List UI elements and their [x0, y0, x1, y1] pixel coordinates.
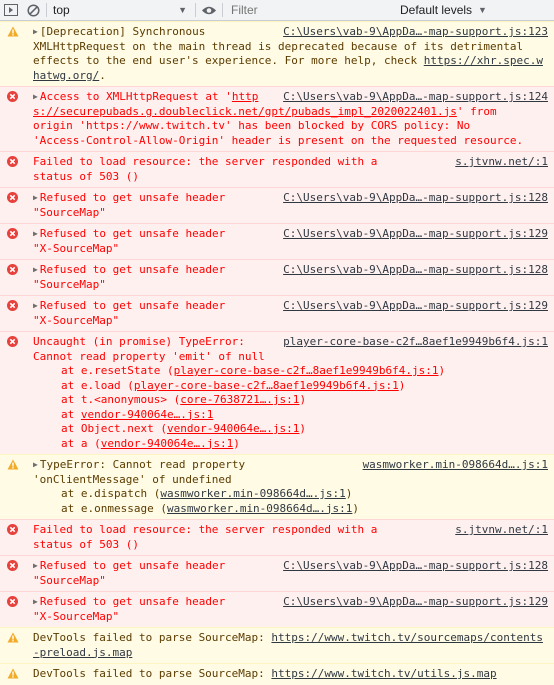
error-message — [0, 519, 554, 555]
message-text: [Deprecation] Synchronous XMLHttpRequest on the main thread is deprecated because of its detrimental effects to the end user's experience. For more help, check — [33, 25, 524, 67]
stack-frame-tail: ) — [299, 393, 307, 406]
stack-frame — [33, 379, 548, 394]
stack-frame-link[interactable]: player-core-base-c2f…8aef1e9949b6f4.js:1 — [133, 378, 399, 392]
source-link[interactable]: C:\Users\vab-9\AppDa…-map-support.js:129 — [283, 595, 548, 608]
chevron-down-icon: ▼ — [478, 5, 487, 15]
stack-frame-link[interactable]: vendor-940064e….js:1 — [100, 436, 234, 450]
message-text: DevTools failed to parse SourceMap: — [33, 631, 272, 644]
error-icon — [7, 228, 18, 239]
message-text: Refused to get unsafe header "X-SourceMap" — [33, 595, 226, 623]
source-link[interactable]: wasmworker.min-098664d….js:1 — [362, 458, 548, 471]
warning-message — [0, 663, 554, 685]
console-messages — [0, 21, 554, 685]
message-text: Refused to get unsafe header "SourceMap" — [33, 559, 226, 587]
sidebar-toggle-icon — [4, 4, 18, 16]
stack-frame — [33, 487, 548, 502]
expand-triangle-icon[interactable]: ▶ — [33, 561, 38, 570]
stack-frame-text: at e.load ( — [61, 378, 134, 392]
expand-triangle-icon[interactable]: ▶ — [33, 460, 38, 469]
stack-frame-link[interactable]: vendor-940064e….js:1 — [80, 407, 214, 421]
error-message — [0, 259, 554, 295]
warning-message — [0, 627, 554, 663]
warning-icon — [7, 459, 18, 470]
eye-icon — [201, 5, 217, 16]
stack-frame — [33, 502, 548, 517]
source-link[interactable]: C:\Users\vab-9\AppDa…-map-support.js:129 — [283, 227, 548, 240]
stack-frame-text: at — [61, 407, 81, 421]
error-icon — [7, 91, 18, 102]
message-text: Failed to load resource: the server responded with a status of 503 () — [33, 523, 378, 551]
message-text: Refused to get unsafe header "SourceMap" — [33, 263, 226, 291]
error-message — [0, 331, 554, 454]
error-message — [0, 151, 554, 187]
error-message — [0, 555, 554, 591]
message-text: Refused to get unsafe header "X-SourceMap" — [33, 227, 226, 255]
error-icon — [7, 300, 18, 311]
sidebar-toggle-button[interactable] — [0, 0, 22, 20]
context-label: top — [53, 3, 70, 17]
expand-triangle-icon[interactable]: ▶ — [33, 27, 38, 36]
stack-frame-text: at a ( — [61, 436, 101, 450]
message-text: Failed to load resource: the server responded with a status of 503 () — [33, 155, 378, 183]
message-text: Refused to get unsafe header "X-SourceMap" — [33, 299, 226, 327]
warning-icon — [7, 668, 18, 679]
message-text: TypeError: Cannot read property 'onClientMessage' of undefined — [33, 458, 246, 486]
message-text: Refused to get unsafe header "SourceMap" — [33, 191, 226, 219]
source-link[interactable]: C:\Users\vab-9\AppDa…-map-support.js:124 — [283, 90, 548, 103]
warning-icon — [7, 26, 18, 37]
error-icon — [7, 264, 18, 275]
source-link[interactable]: C:\Users\vab-9\AppDa…-map-support.js:129 — [283, 299, 548, 312]
error-icon — [7, 560, 18, 571]
error-icon — [7, 156, 18, 167]
log-levels-label: Default levels — [400, 3, 473, 17]
source-link[interactable]: C:\Users\vab-9\AppDa…-map-support.js:128 — [283, 263, 548, 276]
expand-triangle-icon[interactable]: ▶ — [33, 301, 38, 310]
message-link[interactable]: https://xhr.spec.whatwg.org/ — [33, 54, 543, 82]
stack-frame-text: at Object.next ( — [61, 422, 167, 435]
source-link[interactable]: player-core-base-c2f…8aef1e9949b6f4.js:1 — [283, 335, 548, 348]
warning-message — [0, 454, 554, 519]
error-message — [0, 187, 554, 223]
message-text: Access to XMLHttpRequest at ' — [39, 90, 232, 103]
stack-frame-link[interactable]: vendor-940064e….js:1 — [166, 422, 300, 435]
error-message — [0, 591, 554, 627]
error-icon — [7, 596, 18, 607]
stack-frame-link[interactable]: player-core-base-c2f…8aef1e9949b6f4.js:1 — [173, 364, 439, 377]
warning-message — [0, 21, 554, 86]
error-icon — [7, 524, 18, 535]
error-message — [0, 223, 554, 259]
error-message — [0, 295, 554, 331]
stack-frame-tail: ) — [233, 436, 240, 450]
message-link[interactable]: https://www.twitch.tv/utils.js.map — [271, 667, 497, 680]
message-text: DevTools failed to parse SourceMap: — [33, 667, 272, 680]
stack-frame — [33, 364, 548, 379]
stack-frame-text: at e.onmessage ( — [61, 501, 167, 515]
source-link[interactable]: C:\Users\vab-9\AppDa…-map-support.js:128 — [283, 191, 548, 204]
stack-frame-tail: ) — [438, 364, 446, 377]
toolbar-divider — [222, 3, 223, 17]
expand-triangle-icon[interactable]: ▶ — [33, 265, 38, 274]
warning-icon — [7, 632, 18, 643]
message-text-tail: Cannot read property 'emit' of null — [33, 349, 265, 363]
stack-frame-tail: ) — [398, 378, 406, 392]
stack-frame — [33, 437, 548, 452]
stack-frame-tail: ) — [299, 422, 307, 435]
clear-console-button[interactable] — [22, 0, 44, 20]
log-levels-dropdown[interactable] — [400, 0, 487, 20]
filter-input[interactable] — [225, 0, 359, 20]
error-icon — [7, 336, 18, 347]
message-text-tail: . — [99, 68, 106, 82]
toolbar-divider — [195, 3, 196, 17]
stack-frame-link[interactable]: wasmworker.min-098664d….js:1 — [166, 501, 353, 515]
stack-frame — [33, 422, 548, 437]
error-icon — [7, 192, 18, 203]
stack-frame-text: at t.<anonymous> ( — [61, 393, 181, 406]
source-link[interactable]: s.jtvnw.net/:1 — [455, 155, 548, 168]
error-message — [0, 86, 554, 151]
toolbar-divider — [46, 3, 47, 17]
stack-frame-tail: ) — [352, 501, 360, 515]
message-link[interactable]: https://securepubads.g.doubleclick.net/gpt/pubads_impl_2020022401.js — [33, 90, 457, 118]
stack-frame-tail: ) — [345, 487, 353, 500]
expand-triangle-icon[interactable]: ▶ — [33, 92, 38, 101]
stack-frame — [33, 408, 548, 423]
chevron-down-icon: ▼ — [178, 5, 187, 15]
source-link[interactable]: s.jtvnw.net/:1 — [455, 523, 548, 536]
console-toolbar — [0, 0, 554, 21]
stack-frame-link[interactable]: wasmworker.min-098664d….js:1 — [160, 487, 346, 500]
message-text: Uncaught (in promise) TypeError: — [33, 335, 252, 348]
source-link[interactable]: C:\Users\vab-9\AppDa…-map-support.js:128 — [283, 559, 548, 572]
stack-frame-text: at e.resetState ( — [61, 364, 174, 377]
source-link[interactable]: C:\Users\vab-9\AppDa…-map-support.js:123 — [283, 25, 548, 38]
expand-triangle-icon[interactable]: ▶ — [33, 193, 38, 202]
stack-frame — [33, 393, 548, 408]
stack-frame-text: at e.dispatch ( — [61, 487, 161, 500]
expand-triangle-icon[interactable]: ▶ — [33, 229, 38, 238]
message-link[interactable]: https://www.twitch.tv/sourcemaps/contents-preload.js.map — [33, 631, 543, 659]
context-selector[interactable] — [49, 0, 193, 20]
expand-triangle-icon[interactable]: ▶ — [33, 597, 38, 606]
message-text-tail: ' from origin 'https://www.twitch.tv' has been blocked by CORS policy: No 'Access-Control-Allow-Origin' header is present on the requested resource. — [33, 104, 524, 147]
clear-icon — [27, 4, 40, 17]
stack-frame-link[interactable]: core-7638721….js:1 — [180, 393, 300, 406]
live-expression-button[interactable] — [198, 0, 220, 20]
